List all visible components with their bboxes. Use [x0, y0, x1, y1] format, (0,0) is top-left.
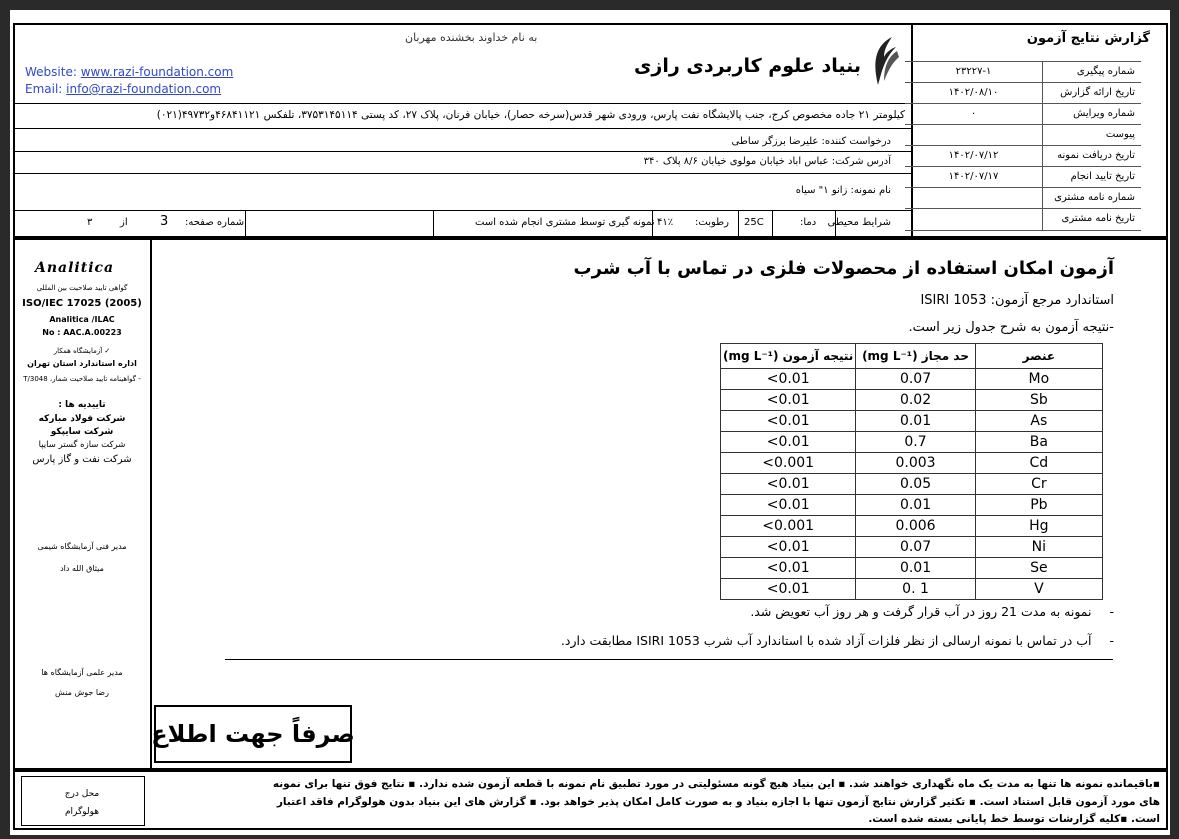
report-info-block	[911, 23, 1168, 238]
temp-value: 25C	[744, 217, 764, 228]
sampling-note: نمونه گیری توسط مشتری انجام شده است	[475, 217, 655, 228]
cell-limit: 0.01	[856, 558, 975, 579]
info-row	[905, 208, 1141, 231]
info-row	[905, 145, 1141, 167]
page-of: از	[120, 217, 128, 228]
cell-result: <0.01	[721, 411, 856, 432]
info-value: ۲۳۲۲۷-۱	[955, 66, 992, 77]
info-label: شماره نامه مشتری	[1054, 192, 1135, 203]
cell-result: <0.01	[721, 495, 856, 516]
cell-limit: 0. 1	[856, 579, 975, 600]
cell-result: <0.01	[721, 390, 856, 411]
page-total: ۳	[87, 217, 93, 228]
cell-result: <0.01	[721, 474, 856, 495]
cell-element: As	[975, 411, 1102, 432]
standards-office: اداره استاندارد استان تهران	[27, 359, 137, 368]
endorsement-item: شرکت سازه گستر سایپا	[38, 440, 126, 450]
requester: درخواست کننده: علیرضا برزگر ساطی	[731, 136, 891, 147]
footer-line-3: است. ▪کلیه گزارشات توسط خط پایانی بسته شده است.	[868, 813, 1160, 825]
hologram-label: محل درج هولوگرام	[64, 789, 100, 817]
note-bullet: -	[1109, 604, 1114, 619]
license: - گواهینامه تایید صلاحیت شمار، T/3048	[23, 375, 141, 383]
info-row	[905, 166, 1141, 188]
info-row	[905, 103, 1141, 125]
report-info-title: گزارش نتایج آزمون	[1026, 31, 1150, 46]
table-row	[721, 432, 1103, 453]
cell-limit: 0.02	[856, 390, 975, 411]
humidity-label: رطوبت:	[695, 217, 729, 228]
sci-manager-title: مدیر علمی آزمایشگاه ها	[41, 668, 123, 677]
table-row	[721, 558, 1103, 579]
page-number: 3	[160, 214, 169, 229]
endorsement-item: شرکت نفت و گاز پارس	[32, 454, 132, 465]
report-page	[10, 10, 1170, 835]
table-row	[721, 537, 1103, 558]
email-label: Email:	[25, 82, 63, 96]
note-1-text: نمونه به مدت 21 روز در آب قرار گرفت و هر روز آب تعویض شد.	[750, 604, 1092, 619]
table-row	[721, 516, 1103, 537]
content-divider	[225, 659, 1113, 660]
endorsements-title: تاییدیه ها :	[58, 400, 106, 410]
signature: Analitica	[35, 260, 115, 276]
address: کیلومتر ۲۱ جاده مخصوص کرج، جنب پالایشگاه نفت پارس، ورودی شهر قدس(سرخه حصار)، خیابان فرنان، پلاک ۲۷، کد پستی ۳۷۵۳۱۴۵۱۱۴، تلفکس ۴۶۸۴۱۱۲۱و۴۹۷۳۲(۰۲۱)	[156, 109, 905, 121]
cell-element: Pb	[975, 495, 1102, 516]
info-row	[905, 187, 1141, 209]
tech-manager-name: میثاق الله داد	[60, 564, 104, 573]
email-line	[25, 82, 221, 96]
footer-block	[13, 770, 1168, 830]
cell-element: Ni	[975, 537, 1102, 558]
cell-element: Hg	[975, 516, 1102, 537]
test-title: آزمون امکان استفاده از محصولات فلزی در تماس با آب شرب	[573, 258, 1114, 279]
result-intro: -نتیجه آزمون به شرح جدول زیر است.	[908, 320, 1114, 335]
info-row	[905, 82, 1141, 104]
email-link[interactable]: info@razi-foundation.com	[66, 82, 222, 96]
table-row	[721, 369, 1103, 390]
basmala: به نام خداوند بخشنده مهربان	[405, 31, 538, 44]
info-label: تاریخ ارائه گزارش	[1060, 87, 1135, 98]
cert-no: No : AAC.A.00223	[42, 328, 122, 337]
header-block	[13, 23, 913, 238]
info-label: تاریخ تایید انجام	[1070, 171, 1135, 182]
page-label: شماره صفحه:	[185, 217, 245, 228]
humidity-value: ۴۱٪	[657, 217, 674, 228]
cell-element: Cd	[975, 453, 1102, 474]
standard-label: استاندارد مرجع آزمون:	[990, 293, 1114, 308]
note-2	[561, 633, 1114, 648]
cell-element: Sb	[975, 390, 1102, 411]
footer-line-2: های مورد آزمون قابل استناد است. ▪ تکثیر گزارش نتایج آزمون تنها با اجازه بنیاد و به صورت کامل امکان پذیر خواهد بود. ▪ گزارش های این بنیاد بدون هولوگرام فاقد اعتبار	[276, 796, 1160, 808]
info-only-stamp	[151, 705, 355, 763]
table-row	[721, 411, 1103, 432]
iso-cert: ISO/IEC 17025 (2005)	[22, 298, 142, 309]
table-row	[721, 579, 1103, 600]
cell-limit: 0.01	[856, 411, 975, 432]
table-header-row	[721, 344, 1103, 369]
info-value: ۱۴۰۲/۰۷/۱۷	[948, 171, 999, 182]
cell-limit: 0.006	[856, 516, 975, 537]
note-bullet: -	[1109, 633, 1114, 648]
cell-element: Se	[975, 558, 1102, 579]
col-header-limit: حد مجاز (mg L⁻¹)	[856, 344, 975, 369]
cell-result: <0.001	[721, 516, 856, 537]
table-row	[721, 453, 1103, 474]
hologram-box	[21, 776, 145, 826]
col-header-element: عنصر	[975, 344, 1102, 369]
info-label: شماره ویرایش	[1073, 108, 1135, 119]
website-link[interactable]: www.razi-foundation.com	[80, 65, 234, 79]
table-row	[721, 495, 1103, 516]
sidebar	[15, 240, 149, 768]
cell-result: <0.01	[721, 537, 856, 558]
cell-result: <0.01	[721, 558, 856, 579]
cert-line: گواهی تایید صلاحیت بین المللی	[36, 284, 128, 292]
cell-element: Mo	[975, 369, 1102, 390]
cell-limit: 0.07	[856, 537, 975, 558]
org-name: بنیاد علوم کاربردی رازی	[634, 55, 861, 77]
cell-limit: 0.07	[856, 369, 975, 390]
info-label: تاریخ نامه مشتری	[1061, 213, 1135, 224]
cell-result: <0.01	[721, 369, 856, 390]
info-row	[905, 61, 1141, 83]
cell-result: <0.01	[721, 432, 856, 453]
table-row	[721, 390, 1103, 411]
cell-result: <0.01	[721, 579, 856, 600]
standard-code: ISIRI 1053	[920, 293, 987, 308]
cell-limit: 0.05	[856, 474, 975, 495]
note-2-text: آب در تماس با نمونه ارسالی از نظر فلزات آزاد شده با استاندارد آب شرب ISIRI 1053 مطابقت دارد.	[560, 633, 1092, 648]
cell-element: Ba	[975, 432, 1102, 453]
company-address: آدرس شرکت: عباس اباد خیابان مولوی خیابان ۸/۶ پلاک ۳۴۰	[643, 156, 891, 167]
info-row	[905, 124, 1141, 146]
temp-label: دما:	[800, 217, 817, 228]
info-label: پیوست	[1105, 129, 1135, 140]
partner-lab: ✓ آزمایشگاه همکار	[53, 347, 111, 355]
results-table	[720, 343, 1103, 600]
stamp-text: صرفاً جهت اطلاع	[151, 720, 355, 748]
info-label: شماره پیگیری	[1076, 66, 1135, 77]
website-line	[25, 65, 233, 79]
report-info-rows	[905, 61, 1141, 231]
endorsement-item: شرکت فولاد مبارکه	[38, 414, 126, 424]
footer-line-1: ▪باقیمانده نمونه ها تنها به مدت یک ماه نگهداری خواهند شد. ▪ این بنیاد هیچ گونه مسئولیتی در مورد تطبیق نام نمونه با قطعه آزمون شده ندارد. ▪ نتایج فوق تنها برای نمونه	[272, 778, 1160, 790]
info-label: تاریخ دریافت نمونه	[1057, 150, 1135, 161]
info-value: ۱۴۰۲/۰۷/۱۲	[948, 150, 999, 161]
cell-limit: 0.003	[856, 453, 975, 474]
cell-element: V	[975, 579, 1102, 600]
tech-manager-title: مدیر فنی آزمایشگاه شیمی	[37, 542, 127, 551]
standard-line	[920, 293, 1114, 308]
cell-result: <0.001	[721, 453, 856, 474]
cell-element: Cr	[975, 474, 1102, 495]
col-header-result: نتیجه آزمون (mg L⁻¹)	[721, 344, 856, 369]
sample-name: نام نمونه: زانو ۱" سیاه	[795, 185, 891, 196]
cell-limit: 0.7	[856, 432, 975, 453]
website-label: Website:	[25, 65, 77, 79]
sci-manager-name: رضا جوش منش	[55, 688, 109, 697]
note-1	[750, 604, 1114, 619]
endorsement-item: شرکت سایپکو	[50, 427, 114, 437]
info-value: ۰	[970, 108, 977, 119]
ilac: Analitica /ILAC	[49, 315, 115, 324]
cell-limit: 0.01	[856, 495, 975, 516]
info-value: ۱۴۰۲/۰۸/۱۰	[948, 87, 999, 98]
table-row	[721, 474, 1103, 495]
org-logo-icon	[870, 35, 900, 87]
env-label: شرایط محیطی	[827, 217, 891, 228]
